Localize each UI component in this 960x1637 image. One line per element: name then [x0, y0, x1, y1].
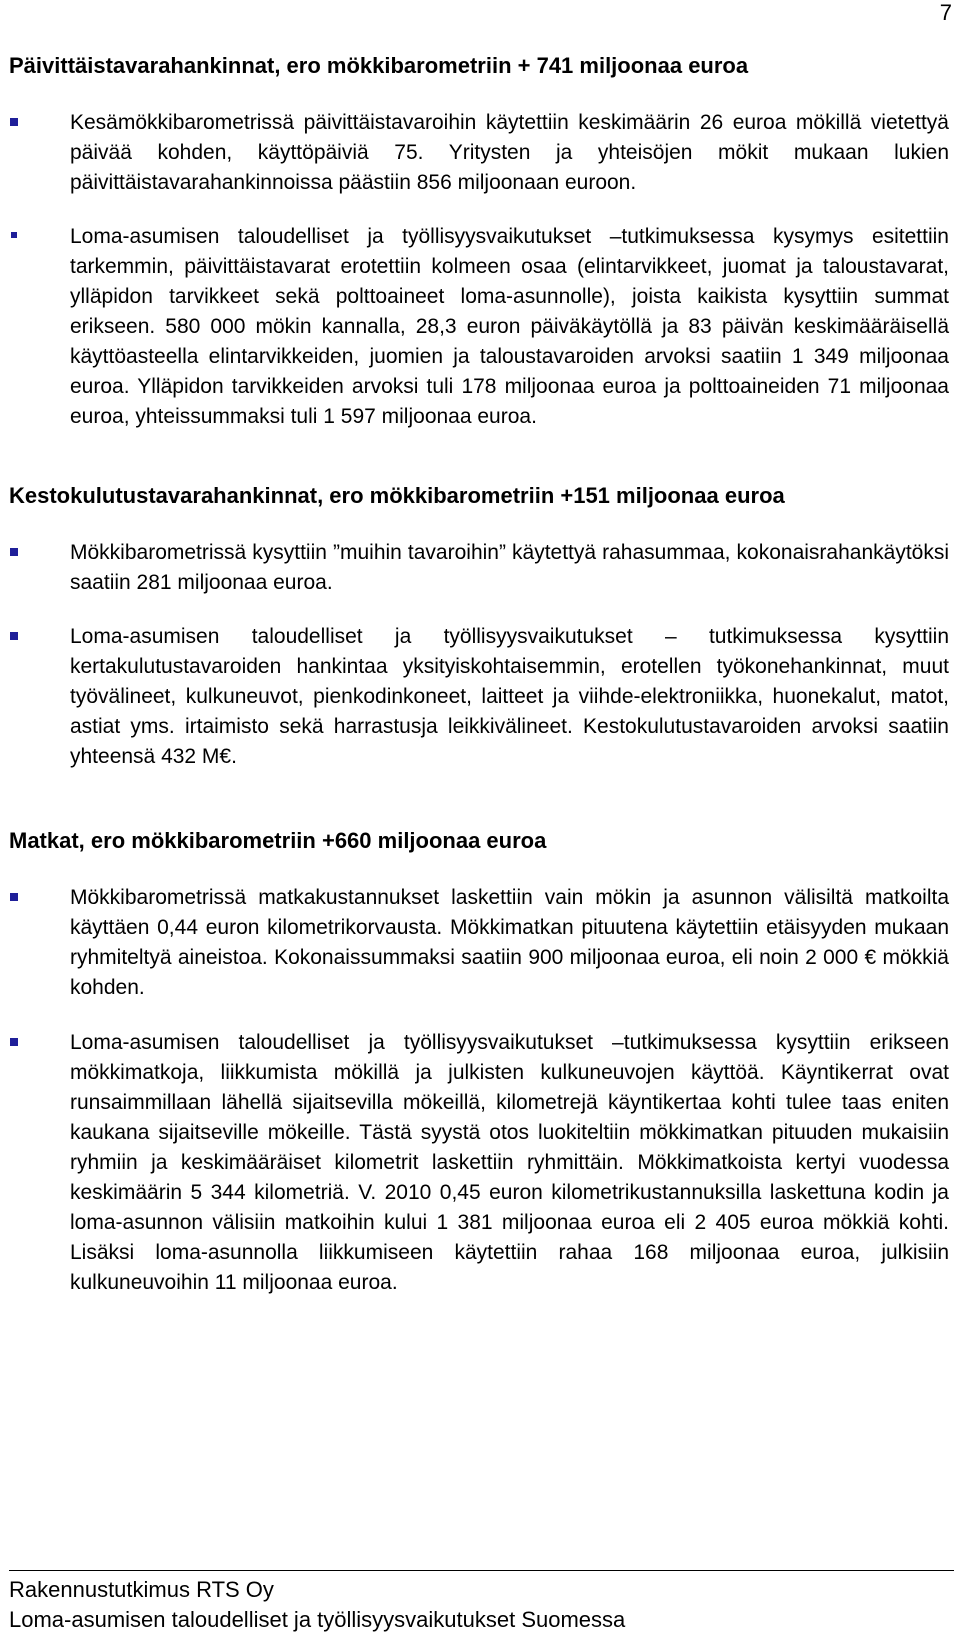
square-bullet-icon	[10, 1038, 18, 1046]
page-number: 7	[939, 0, 952, 25]
square-bullet-icon	[10, 548, 18, 556]
bullet-text: Mökkibarometrissä kysyttiin ”muihin tavaroihin” käytettyä rahasummaa, kokonaisrahankäytöksi saatiin 281 miljoonaa euroa.	[70, 541, 949, 594]
section-heading-trips: Matkat, ero mökkibarometriin +660 miljoonaa euroa	[9, 828, 547, 853]
square-bullet-icon	[10, 118, 18, 126]
footer-company: Rakennustutkimus RTS Oy	[9, 1577, 274, 1602]
bullet-text: Kesämökkibarometrissä päivittäistavaroihin käytettiin keskimäärin 26 euroa mökillä vietettyä päivää kohden, käyttöpäiviä 75. Yritysten ja yhteisöjen mökit mukaan lukien päivittäistavarahankinnoissa päästiin 856 miljoonaan euroon.	[70, 111, 949, 194]
square-bullet-icon	[10, 632, 18, 640]
bullet-text: Mökkibarometrissä matkakustannukset laskettiin vain mökin ja asunnon välisiltä matkoilta käyttäen 0,44 euron kilometrikorvausta. Mökkimatkan pituutena käytettiin etäisyyden mukaan ryhmiteltyä aineistoa. Kokonaissummaksi saatiin 900 miljoonaa euroa, eli noin 2 000 € mökkiä kohden.	[70, 886, 949, 999]
section-heading-durable-goods: Kestokulutustavarahankinnat, ero mökkibarometriin +151 miljoonaa euroa	[9, 483, 785, 508]
square-bullet-icon	[10, 893, 18, 901]
footer-divider	[9, 1570, 954, 1571]
bullet-text: Loma-asumisen taloudelliset ja työllisyysvaikutukset –tutkimuksessa kysymys esitettiin tarkemmin, päivittäistavarat erotettiin kolmeen osaa (elintarvikkeet, juomat ja taloustavarat, ylläpidon tarvikkeet sekä polttoaineet loma-asunnolle), joista kaikista kysyttiin summat erikseen. 580 000 mökin kannalla, 28,3 euron päiväkäytöllä ja 83 päivän keskimääräisellä käyttöasteella elintarvikkeiden, juomien ja taloustavaroiden arvoksi saatiin 1 349 miljoonaa euroa. Ylläpidon tarvikkeiden arvoksi tuli 178 miljoonaa euroa ja polttoaineiden 71 miljoonaa euroa, yhteissummaksi tuli 1 597 miljoonaa euroa.	[70, 225, 949, 428]
bullet-text: Loma-asumisen taloudelliset ja työllisyysvaikutukset – tutkimuksessa kysyttiin kertakulutustavaroiden hankintaa yksityiskohtaisemmin, erotellen työkonehankinnat, muut työvälineet, kulkuneuvot, pienkodinkoneet, laitteet ja viihde-elektroniikka, huonekalut, matot, astiat yms. irtaimisto sekä harrastusja leikkivälineet. Kestokulutustavaroiden arvoksi saatiin yhteensä 432 M€.	[70, 625, 949, 768]
square-bullet-icon	[11, 232, 17, 238]
bullet-text: Loma-asumisen taloudelliset ja työllisyysvaikutukset –tutkimuksessa kysyttiin erikseen mökkimatkoja, liikkumista mökillä ja julkisten kulkuneuvojen käyttöä. Käyntikerrat ovat runsaimmillaan lähellä sijaitsevilla mökeillä, kilometrejä käyntikertaa kohti tulee taas eniten kaukana sijaitseville mökeille. Tästä syystä otos luokiteltiin mökkimatkan pituuden mukaisiin ryhmiin ja keskimääräiset kilometrit laskettiin ryhmittäin. Mökkimatkoista kertyi vuodessa keskimäärin 5 344 kilometriä. V. 2010 0,45 euron kilometrikustannuksilla laskettuna kodin ja loma-asunnon välisiin matkoihin kului 1 381 miljoonaa euroa eli 2 405 euroa mökkiä kohti. Lisäksi loma-asunnolla liikkumiseen käytettiin rahaa 168 miljoonaa euroa, julkisiin kulkuneuvoihin 11 miljoonaa euroa.	[70, 1031, 949, 1294]
footer-report-title: Loma-asumisen taloudelliset ja työllisyysvaikutukset Suomessa	[9, 1607, 626, 1632]
section-heading-daily-goods: Päivittäistavarahankinnat, ero mökkibarometriin + 741 miljoonaa euroa	[9, 53, 749, 78]
